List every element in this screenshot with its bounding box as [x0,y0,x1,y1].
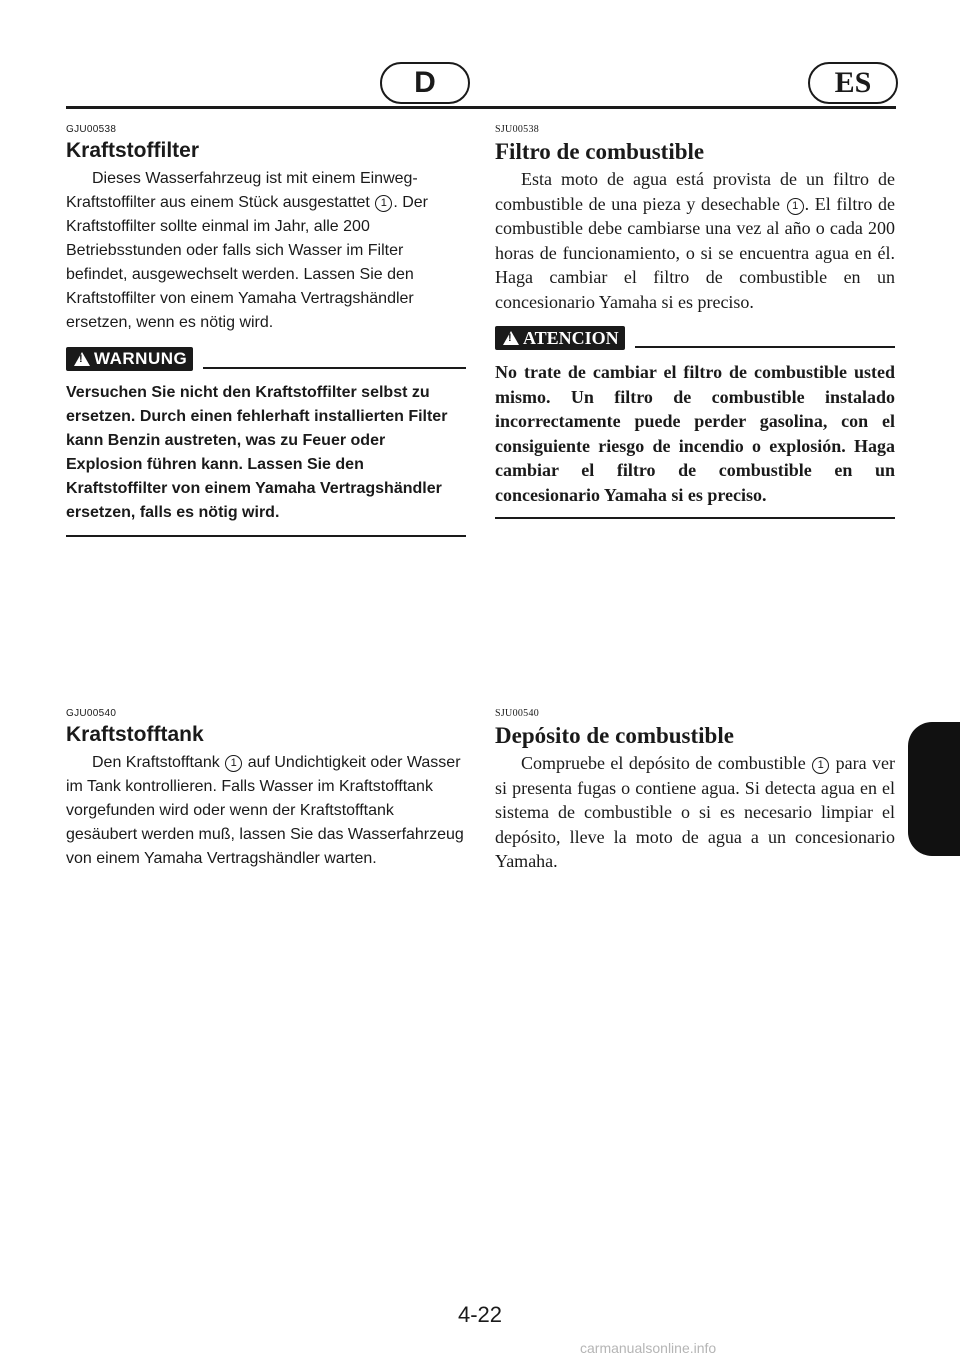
warning-header [495,326,895,350]
warning-triangle-icon [503,331,519,345]
warning-triangle-icon [74,352,90,366]
reference-number: 1 [812,757,829,774]
warning-text: Versuchen Sie nicht den Kraftstoffilter selbst zu ersetzen. Durch einen fehlerhaft installierten Filter kann Benzin austreten, was zu Feuer oder Explosion führen kann. Lassen Sie den Kraftstoffilter von einem Yamaha Vertragshändler ersetzen, falls es nötig wird. [66,384,448,521]
section-body: Compruebe el depósito de combustible 1 para ver si presenta fugas o contiene agua. Si detecta agua en el sistema de combustible o si es necesario limpiar el depósito, lleve la moto de agua a un concesionario Yamaha. [495,753,896,871]
header-rule [66,106,896,109]
section-title: Depósito de combustible [495,723,734,748]
section-code: SJU00540 [495,708,540,719]
es-section-fuel-tank [495,708,895,874]
language-tab-de: D [380,62,470,104]
warning-end-rule [495,517,895,519]
warning-header [66,347,466,371]
reference-number: 1 [787,198,804,215]
section-body: Dieses Wasserfahrzeug ist mit einem Einweg-Kraftstoffilter aus einem Stück ausgestattet 1 . Der Kraftstoffilter sollte einmal im Jahr, alle 200 Betriebsstunden oder falls sich Wasser im Filter befindet, ausgewechselt werden. Lassen Sie den Kraftstoffilter von einem Yamaha Vertragshändler ersetzen, wenn es nötig wird. [66,170,428,331]
warning-text: No trate de cambiar el filtro de combustible usted mismo. Un filtro de combustible instalado incorrectamente puede perder gasolina, con el consiguiente riesgo de incendio o explosión. Haga cambiar el filtro de combustible en un concesionario Yamaha si es preciso. [495,362,895,505]
chapter-side-tab [908,722,960,856]
es-section-fuel-filter [495,124,895,519]
watermark: carmanualsonline.info [580,1340,717,1356]
section-title: Filtro de combustible [495,139,705,164]
warning-badge: ! WARNUNG [66,347,193,371]
de-section-fuel-tank [66,708,466,871]
section-title: Kraftstoffilter [66,139,200,162]
page-number: 4-22 [457,1302,503,1327]
reference-number: 1 [225,755,242,772]
section-body: Esta moto de agua está provista de un filtro de combustible de una pieza y desechable 1 . El filtro de combustible debe cambiarse una vez al año o cada 200 horas de funcionamiento, o si se encuentra agua en él. Haga cambiar el filtro de combustible en un concesionario Yamaha si es preciso. [495,169,895,312]
section-code: GJU00540 [66,708,117,719]
warning-badge: ! ATENCION [495,326,625,350]
warning-end-rule [66,535,466,537]
reference-number: 1 [375,195,392,212]
section-code: GJU00538 [66,124,117,135]
section-body: Den Kraftstofftank 1 auf Undichtigkeit oder Wasser im Tank kontrollieren. Falls Wasser im Kraftstofftank vorgefunden wird oder wenn der Kraftstofftank gesäubert werden muß, lassen Sie das Wasserfahrzeug von einem Yamaha Vertragshändler warten. [66,754,464,867]
de-section-fuel-filter [66,124,466,537]
section-code: SJU00538 [495,124,540,135]
language-tab-es: ES [808,62,898,104]
section-title: Kraftstofftank [66,723,204,746]
